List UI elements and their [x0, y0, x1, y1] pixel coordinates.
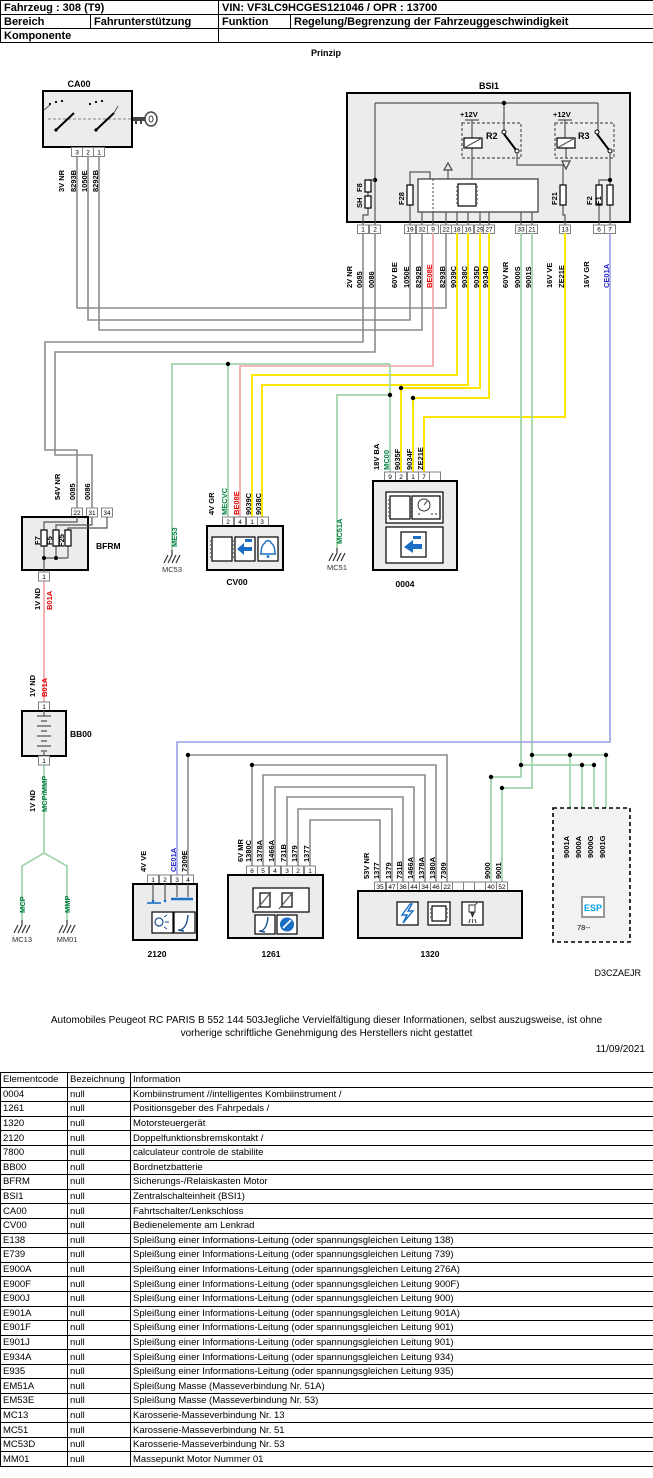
c2120-label: 2120 — [147, 949, 167, 959]
c0004-group-label: 18V BA — [372, 443, 381, 470]
cruise-control-icon — [401, 532, 426, 557]
injector-icon — [462, 902, 483, 925]
bsi1-pin: 33 — [517, 226, 525, 234]
bsi1-pin: 22 — [442, 226, 450, 234]
element-code-table — [0, 1072, 653, 1467]
chip-icon — [456, 184, 478, 206]
wire-label-8293B: 8293B — [69, 169, 78, 192]
vehicle-label: Fahrzeug : 308 (T9) — [1, 1, 219, 15]
wire-label-7309E: 7309E — [180, 850, 189, 872]
mc13-label: MC13 — [11, 935, 33, 944]
component-2120 — [133, 847, 197, 959]
wire-label-0085: 0085 — [355, 271, 364, 288]
bsi1-pin: 32 — [418, 226, 426, 234]
relay-r3-label: R3 — [578, 131, 590, 141]
c2120-pin: 3 — [175, 877, 179, 884]
bsi1-pin: 6 — [597, 226, 601, 234]
wire-label-8292B: 8292B — [414, 265, 423, 288]
table-row: BB00 null Bordnetzbatterie — [1, 1160, 653, 1175]
component-0004 — [372, 443, 457, 589]
wire-label-8293B: 8293B — [438, 265, 447, 288]
wire-label-9001A: 9001A — [562, 835, 571, 858]
wire-label-9038C-cv00: 9038C — [254, 492, 263, 515]
bsi1-pin: 19 — [406, 226, 414, 234]
mm01-label: MM01 — [56, 935, 78, 944]
c1320-pin: 36 — [399, 884, 407, 891]
wire-label-7309: 7309 — [439, 862, 448, 879]
component-bb00 — [18, 674, 92, 913]
bsi1-pin: 1 — [361, 226, 365, 234]
component-cv00 — [207, 487, 283, 587]
bsi1-pin: 2 — [373, 226, 377, 234]
table-row: CV00 null Bedienelemente am Lenkrad — [1, 1218, 653, 1233]
wire-label-ZE21E: ZE21E — [557, 265, 566, 288]
harness-wires — [22, 157, 610, 920]
fuse-f28-label: F28 — [397, 192, 406, 205]
bb00-bottom-group: 1V ND — [28, 789, 37, 812]
table-row: E935 null Spleißung einer Informations-Leitung (oder spannungsgleichen Leitung 935) — [1, 1364, 653, 1379]
c1261-pin: 1 — [308, 868, 312, 875]
bsi1-pin: 16 — [464, 226, 472, 234]
cv00-pin: 2 — [226, 519, 230, 526]
wire-label-1378A-1320: 1378A — [417, 856, 426, 879]
diagram-title: Prinzip — [310, 48, 342, 58]
wire-label-8292B: 8292B — [91, 169, 100, 192]
ca00-pin: 3 — [75, 149, 79, 157]
bsi1-pin: 13 — [561, 226, 569, 234]
key-icon — [133, 112, 157, 126]
table-row: E901J null Spleißung einer Informations-Leitung (oder spannungsgleichen Leitung 901) — [1, 1335, 653, 1350]
table-row: MM01 null Massepunkt Motor Nummer 01 — [1, 1452, 653, 1467]
table-row: E900F null Spleißung einer Informations-Leitung (oder spannungsgleichen Leitung 900F) — [1, 1277, 653, 1292]
c1320-group-label: 53V NR — [362, 852, 371, 879]
bb00-top-group: 1V ND — [28, 674, 37, 697]
table-row: CA00 null Fahrtschalter/Lenkschloss — [1, 1204, 653, 1219]
table-header-row — [1, 1073, 653, 1088]
wire-label-ZE21E-0004: ZE21E — [416, 447, 425, 470]
bsi1-label: BSI1 — [478, 81, 500, 91]
c1320-pin: 35 — [376, 884, 384, 891]
funktion-label: Funktion — [219, 15, 291, 29]
gauge-icon — [412, 496, 440, 519]
bell-icon — [258, 537, 278, 561]
bereich-label: Bereich — [1, 15, 91, 29]
table-row: 1261 null Positionsgeber des Fahrpedals / — [1, 1102, 653, 1117]
fuse-f25-label: F25 — [57, 534, 66, 547]
ground-mc13 — [12, 920, 32, 944]
bsi1-group-60vbe: 60V BE — [390, 262, 399, 288]
table-row: MC53D null Karosserie-Masseverbindung Nr. 53 — [1, 1437, 653, 1452]
c1320-pin: 52 — [498, 884, 506, 891]
bfrm-pin: 34 — [103, 510, 111, 517]
table-row: EM53E null Spleißung Masse (Masseverbindung Nr. 53) — [1, 1394, 653, 1409]
bfrm-group-label: 54V NR — [53, 473, 62, 500]
wire-label-9001G: 9001G — [598, 835, 607, 858]
cv00-label: CV00 — [226, 577, 248, 587]
table-row: MC13 null Karosserie-Masseverbindung Nr. 13 — [1, 1408, 653, 1423]
table-row: MC51 null Karosserie-Masseverbindung Nr. 51 — [1, 1423, 653, 1438]
c1261-label: 1261 — [261, 949, 281, 959]
wire-label-1466A-1320: 1466A — [406, 856, 415, 879]
chip-icon — [388, 496, 412, 519]
c1320-pin: 44 — [410, 884, 418, 891]
ground-mm01 — [57, 920, 78, 944]
wire-label-ME53: ME53 — [170, 527, 179, 547]
component-1261 — [228, 838, 323, 959]
table-row: E138 null Spleißung einer Informations-Leitung (oder spannungsgleichen Leitung 138) — [1, 1233, 653, 1248]
wire-label-9000A: 9000A — [574, 835, 583, 858]
c1320-label: 1320 — [420, 949, 440, 959]
plus12v-left-label: +12V — [460, 110, 478, 119]
wire-label-MC51A: MC51A — [335, 518, 344, 544]
document-date: 11/09/2021 — [595, 1044, 645, 1055]
wire-label-BE08E-cv00: BE08E — [232, 491, 241, 515]
wire-label-BE08E: BE08E — [425, 264, 434, 288]
bsi1-pin: 29 — [476, 226, 484, 234]
c0004-pin: 2 — [399, 474, 403, 481]
wire-label-1380C: 1380C — [244, 839, 253, 862]
c1320-pin: 47 — [388, 884, 396, 891]
bsi1-group-2vnr: 2V NR — [345, 265, 354, 288]
brake-pedal-icon — [174, 912, 195, 933]
wire-label-1379-1320: 1379 — [384, 862, 393, 879]
c2120-pin: 1 — [151, 877, 155, 884]
wire-label-1378A: 1378A — [255, 839, 264, 862]
mc53-label: MC53 — [161, 565, 183, 574]
table-row: 2120 null Doppelfunktionsbremskontakt / — [1, 1131, 653, 1146]
wire-label-MC00: MC00 — [382, 449, 391, 470]
wire-label-9039C-cv00: 9039C — [244, 492, 253, 515]
cv00-group-label: 4V GR — [207, 492, 216, 515]
component-ca00 — [43, 79, 157, 192]
col-elementcode: Elementcode — [1, 1073, 68, 1088]
wire-label-1050E: 1050E — [80, 170, 89, 192]
wire-label-1379: 1379 — [290, 845, 299, 862]
bsi1-pin: 21 — [528, 226, 536, 234]
table-row: E901F null Spleißung einer Informations-Leitung (oder spannungsgleichen Leitung 901) — [1, 1321, 653, 1336]
bereich-value: Fahrunterstützung — [91, 15, 219, 29]
accelerator-icon — [277, 915, 297, 934]
wire-label-9035D: 9035D — [472, 265, 481, 288]
wire-label-0086: 0086 — [367, 271, 376, 288]
table-row: E900A null Spleißung einer Informations-Leitung (oder spannungsgleichen Leitung 276A) — [1, 1262, 653, 1277]
c1320-pin: 34 — [421, 884, 429, 891]
fuse-f1-label: F1 — [594, 196, 603, 205]
col-information: Information — [131, 1073, 653, 1088]
c0004-label: 0004 — [395, 579, 415, 589]
component-esp — [553, 808, 630, 942]
element-table-body — [1, 1087, 653, 1466]
cv00-pin: 1 — [250, 519, 254, 526]
bsi1-group-16vgr: 16V GR — [582, 261, 591, 288]
cruise-control-icon — [235, 537, 255, 561]
c1320-pin: 40 — [487, 884, 495, 891]
table-row: 7800 null calculateur controle de stabilite — [1, 1145, 653, 1160]
c1261-pin: 4 — [273, 868, 277, 875]
c2120-group-label: 4V VE — [139, 850, 148, 872]
wire-label-9034F: 9034F — [405, 448, 414, 470]
wire-label-9000S: 9000S — [513, 266, 522, 288]
cv00-pin: 3 — [260, 519, 264, 526]
wire-label-MECVC: MECVC — [220, 487, 229, 515]
c1261-pin: 5 — [261, 868, 265, 875]
c1320-pin: 22 — [443, 884, 451, 891]
wire-label-1377-1320: 1377 — [372, 862, 381, 879]
fuse-f5-label: F5 — [45, 536, 54, 545]
plus12v-right-label: +12V — [553, 110, 571, 119]
drawing-code: D3CZAEJR — [594, 968, 641, 978]
wire-label-B01A: B01A — [45, 590, 54, 610]
copyright-text — [0, 1014, 653, 1040]
table-row: 0004 null Kombiinstrument //intelligentes Kombiinstrument / — [1, 1087, 653, 1102]
wire-label-731B: 731B — [279, 844, 288, 862]
c0004-pin: 9 — [388, 474, 392, 481]
c1261-pin: 3 — [285, 868, 289, 875]
bsi1-group-60vnr: 60V NR — [501, 261, 510, 288]
wire-label-9034D: 9034D — [481, 265, 490, 288]
wire-label-9000: 9000 — [483, 862, 492, 879]
wire-label-9035F: 9035F — [393, 448, 402, 470]
wire-label-MCP: MCP — [18, 896, 27, 913]
fuse-f21-label: F21 — [550, 192, 559, 205]
table-row: 1320 null Motorsteuergerät — [1, 1116, 653, 1131]
c1261-group-label: 6V MR — [236, 839, 245, 862]
table-row: E934A null Spleißung einer Informations-Leitung (oder spannungsgleichen Leitung 934) — [1, 1350, 653, 1365]
c0004-pin: 1 — [411, 474, 415, 481]
copyright-line1: Automobiles Peugeot RC PARIS B 552 144 503Jegliche Vervielfältigung dieser Informationen, selbst auszugsweise, ist ohne — [50, 1015, 603, 1026]
wire-label-9038C: 9038C — [460, 265, 469, 288]
c1261-pin: 6 — [250, 868, 254, 875]
chip-icon — [428, 902, 450, 925]
mc51-label: MC51 — [326, 563, 348, 572]
chip-icon — [210, 537, 234, 561]
table-row: E900J null Spleißung einer Informations-Leitung (oder spannungsgleichen Leitung 900) — [1, 1291, 653, 1306]
fuse-sh-label: SH — [355, 197, 364, 208]
bsi1-pin: 9 — [431, 226, 435, 234]
component-1320 — [358, 852, 522, 959]
c1261-pin: 2 — [296, 868, 300, 875]
bsi1-pin: 18 — [453, 226, 461, 234]
fuse-f7-label: F7 — [33, 536, 42, 545]
wire-label-9001S: 9001S — [524, 266, 533, 288]
wire-label-1050E: 1050E — [402, 266, 411, 288]
vin-label: VIN: VF3LC9HCGES121046 / OPR : 13700 — [219, 1, 653, 15]
ground-mc53 — [162, 527, 182, 574]
esp-badge: ESP — [583, 903, 603, 913]
bfrm-pin-bottom: 1 — [42, 574, 46, 581]
funktion-value: Regelung/Begrenzung der Fahrzeuggeschwindigkeit — [291, 15, 653, 29]
wire-label-1377: 1377 — [302, 845, 311, 862]
table-row: E739 null Spleißung einer Informations-Leitung (oder spannungsgleichen Leitung 739) — [1, 1248, 653, 1263]
wire-label-B01A-bb00: B01A — [40, 677, 49, 697]
komponente-label: Komponente — [1, 29, 219, 43]
c2120-pin: 4 — [186, 877, 190, 884]
ca00-group-label: 3V NR — [57, 169, 66, 192]
table-row: EM51A null Spleißung Masse (Masseverbindung Nr. 51A) — [1, 1379, 653, 1394]
ca00-label: CA00 — [67, 79, 91, 89]
table-row: BSI1 null Zentralschalteinheit (BSI1) — [1, 1189, 653, 1204]
component-bfrm — [22, 473, 121, 610]
col-bezeichnung: Bezeichnung — [68, 1073, 131, 1088]
wire-label-CE01A-2120: CE01A — [169, 847, 178, 872]
cv00-pin: 4 — [238, 519, 242, 526]
wire-label-MCP-MMP: MCP/MMP — [40, 775, 49, 812]
fuse-f2-label: F2 — [585, 196, 594, 205]
pedal-icon — [255, 915, 275, 934]
copyright-line2: vorherige schriftliche Genehmigung des Herstellers nicht gestattet — [180, 1028, 473, 1039]
ca00-pin: 2 — [86, 149, 90, 157]
wire-label-1380A: 1380A — [428, 856, 437, 879]
bb00-pin-bottom: 1 — [42, 758, 46, 765]
lightning-icon — [397, 902, 418, 925]
wire-label-0085-bfrm: 0085 — [68, 483, 77, 500]
wire-label-731B-1320: 731B — [395, 861, 404, 879]
bsi1-group-16vve: 16V VE — [545, 262, 554, 288]
bfrm-bottom-group: 1V ND — [33, 587, 42, 610]
bfrm-pin: 22 — [73, 510, 81, 517]
relay-r2-label: R2 — [486, 131, 498, 141]
ca00-pin: 1 — [97, 149, 101, 157]
wire-label-CE01A: CE01A — [602, 263, 611, 288]
table-row: BFRM null Sicherungs-/Relaiskasten Motor — [1, 1175, 653, 1190]
wire-label-MMP: MMP — [63, 895, 72, 913]
bb00-pin-top: 1 — [42, 704, 46, 711]
c0004-pin: 7 — [422, 474, 426, 481]
brake-light-icon — [152, 912, 173, 933]
wire-label-9001: 9001 — [494, 862, 503, 879]
bfrm-label: BFRM — [96, 541, 121, 551]
bsi1-pin: 27 — [485, 226, 493, 234]
table-row: E901A null Spleißung einer Informations-Leitung (oder spannungsgleichen Leitung 901A) — [1, 1306, 653, 1321]
wire-label-1466A: 1466A — [267, 839, 276, 862]
bsi1-pin: 7 — [608, 226, 612, 234]
c1320-pin: 46 — [432, 884, 440, 891]
fuse-f8-label: F8 — [355, 183, 364, 192]
esp-code: 78-- — [577, 923, 591, 932]
wire-label-0086-bfrm: 0086 — [83, 483, 92, 500]
bb00-label: BB00 — [70, 729, 92, 739]
c2120-pin: 2 — [163, 877, 167, 884]
wire-label-9039C: 9039C — [449, 265, 458, 288]
bfrm-pin: 31 — [88, 510, 96, 517]
component-bsi1 — [345, 81, 630, 288]
wire-label-9000G: 9000G — [586, 835, 595, 858]
